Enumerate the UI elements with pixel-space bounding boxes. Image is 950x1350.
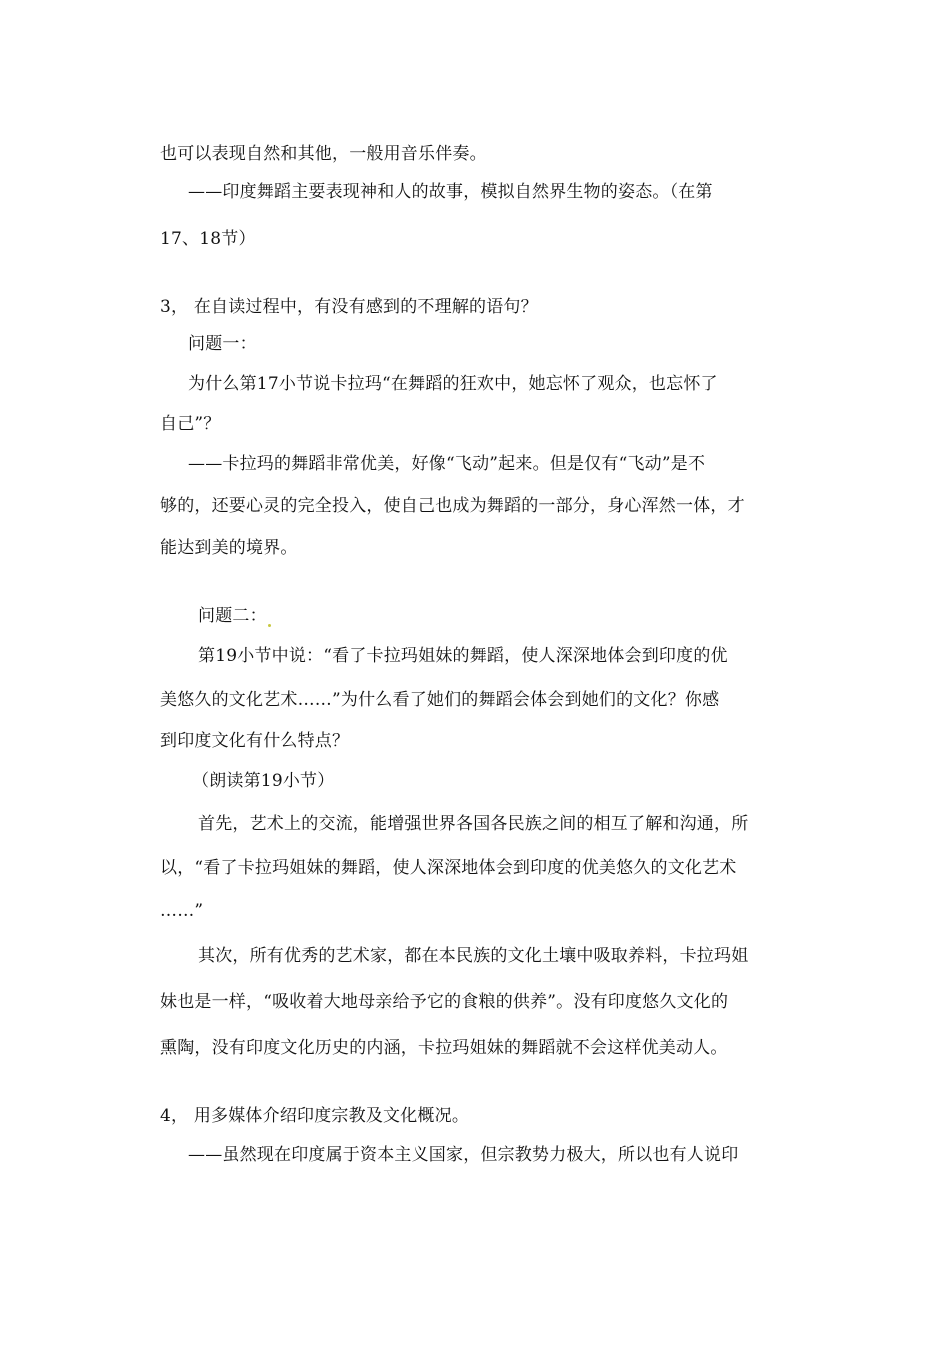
question-3-heading: 3， 在自读过程中，有没有感到的不理解的语句？ <box>160 297 538 317</box>
edit-mark-icon <box>268 624 271 627</box>
text-line-7: 自己”？ <box>160 414 221 434</box>
text-line-21: 熏陶，没有印度文化历史的内涵，卡拉玛姐妹的舞蹈就不会这样优美动人。 <box>160 1038 728 1058</box>
text-line-15: （朗读第19小节） <box>192 771 335 791</box>
text-line-23: ——虽然现在印度属于资本主义国家，但宗教势力极大，所以也有人说印 <box>188 1145 739 1165</box>
text-line-10: 能达到美的境界。 <box>160 538 298 558</box>
text-line-16: 首先，艺术上的交流，能增强世界各国各民族之间的相互了解和沟通，所 <box>198 814 749 834</box>
text-line-1: 也可以表现自然和其他，一般用音乐伴奏。 <box>160 144 487 164</box>
question-two-label <box>198 605 271 627</box>
text-line-20: 妹也是一样，“吸收着大地母亲给予它的食粮的供养”。没有印度悠久文化的 <box>160 992 729 1012</box>
text-line-18: ……” <box>160 901 204 921</box>
text-line-17: 以，“看了卡拉玛姐妹的舞蹈，使人深深地体会到印度的优美悠久的文化艺术 <box>160 858 737 878</box>
text-line-8: ——卡拉玛的舞蹈非常优美，好像“飞动”起来。但是仅有“飞动”是不 <box>188 454 706 474</box>
text-line-13: 美悠久的文化艺术……”为什么看了她们的舞蹈会体会到她们的文化？你感 <box>160 690 720 710</box>
text-line-2: ——印度舞蹈主要表现神和人的故事，模拟自然界生物的姿态。（在第 <box>188 182 713 202</box>
text-line-14: 到印度文化有什么特点？ <box>160 731 350 751</box>
question-one-label: 问题一： <box>188 334 257 354</box>
question-two-text: 问题二： <box>198 606 267 626</box>
text-line-12: 第19小节中说：“看了卡拉玛姐妹的舞蹈，使人深深地体会到印度的优 <box>198 646 728 666</box>
text-line-6: 为什么第17小节说卡拉玛“在舞蹈的狂欢中，她忘怀了观众，也忘怀了 <box>188 374 718 394</box>
text-line-9: 够的，还要心灵的完全投入，使自己也成为舞蹈的一部分，身心浑然一体，才 <box>160 496 745 516</box>
question-4-heading: 4， 用多媒体介绍印度宗教及文化概况。 <box>160 1106 470 1126</box>
text-line-19: 其次，所有优秀的艺术家，都在本民族的文化土壤中吸取养料，卡拉玛姐 <box>198 946 749 966</box>
text-line-3: 17、18节） <box>160 229 256 249</box>
